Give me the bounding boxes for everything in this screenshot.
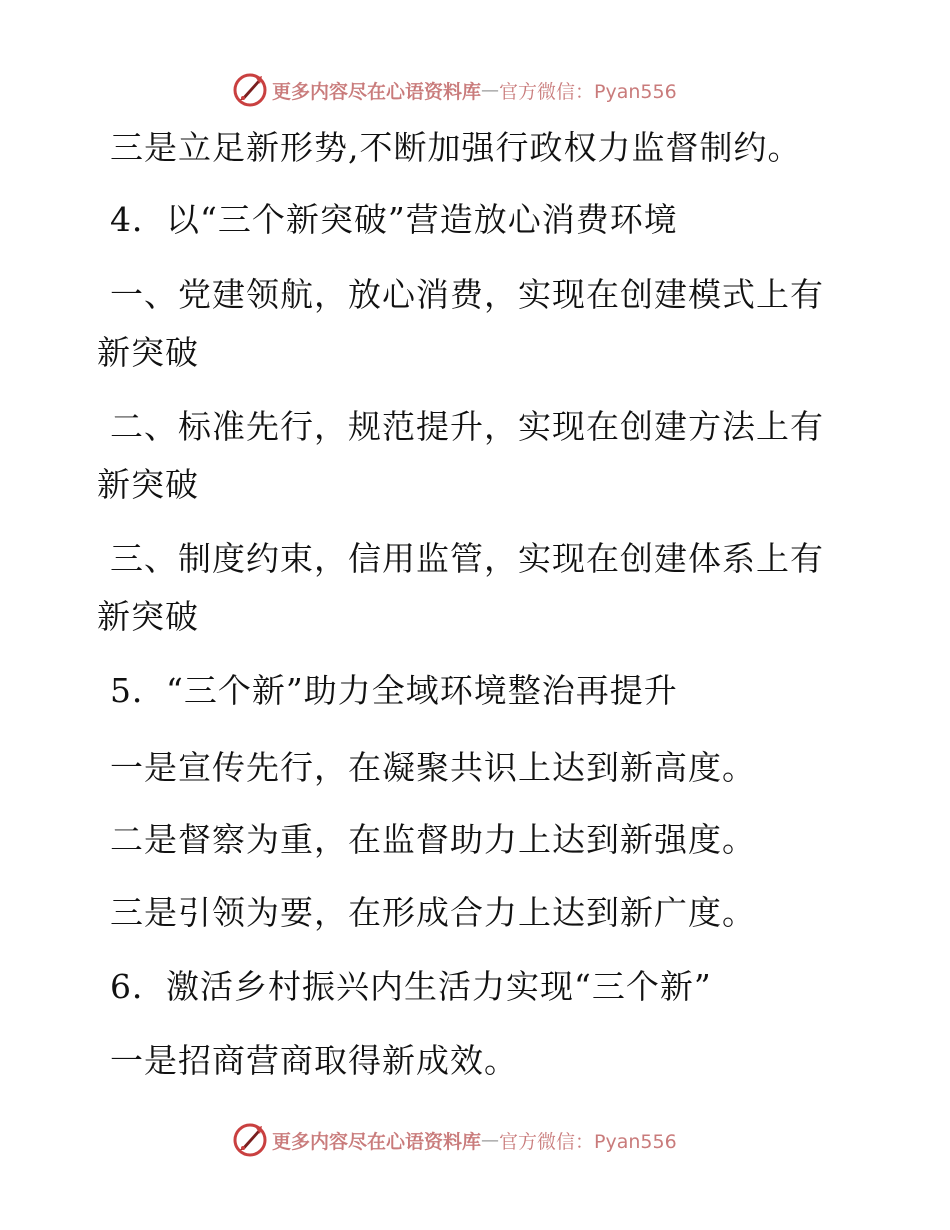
banner-wechat-text: 官方微信：Pyan556 xyxy=(499,80,677,103)
banner-brand-text: 更多内容尽在心语资料库 xyxy=(272,1130,482,1153)
text-line: 一、党建领航，放心消费，实现在创建模式上有 xyxy=(110,275,824,314)
section-heading-6: 6．激活乡村振兴内生活力实现“三个新” xyxy=(110,967,712,1006)
footer-banner xyxy=(232,1120,712,1160)
banner-wechat-text: 官方微信：Pyan556 xyxy=(499,1130,677,1153)
text-line: 二是督察为重，在监督助力上达到新强度。 xyxy=(110,820,756,859)
text-line: 新突破 xyxy=(97,465,199,504)
banner-separator: — xyxy=(481,1129,500,1151)
text-line: 二、标准先行，规范提升，实现在创建方法上有 xyxy=(110,407,824,446)
text-line: 新突破 xyxy=(97,333,199,372)
text-line: 新突破 xyxy=(97,597,199,636)
text-line: 三是立足新形势,不断加强行政权力监督制约。 xyxy=(110,128,802,167)
section-heading-4: 4．以“三个新突破”营造放心消费环境 xyxy=(110,200,678,239)
text-line: 一是宣传先行，在凝聚共识上达到新高度。 xyxy=(110,748,756,787)
banner-brand-text: 更多内容尽在心语资料库 xyxy=(272,80,482,103)
quill-logo-icon xyxy=(232,1122,268,1158)
banner-separator: — xyxy=(481,79,500,101)
text-line: 一是招商营商取得新成效。 xyxy=(110,1041,518,1080)
text-line: 三是引领为要，在形成合力上达到新广度。 xyxy=(110,893,756,932)
section-heading-5: 5．“三个新”助力全域环境整治再提升 xyxy=(110,671,678,710)
text-line: 三、制度约束，信用监管，实现在创建体系上有 xyxy=(110,539,824,578)
